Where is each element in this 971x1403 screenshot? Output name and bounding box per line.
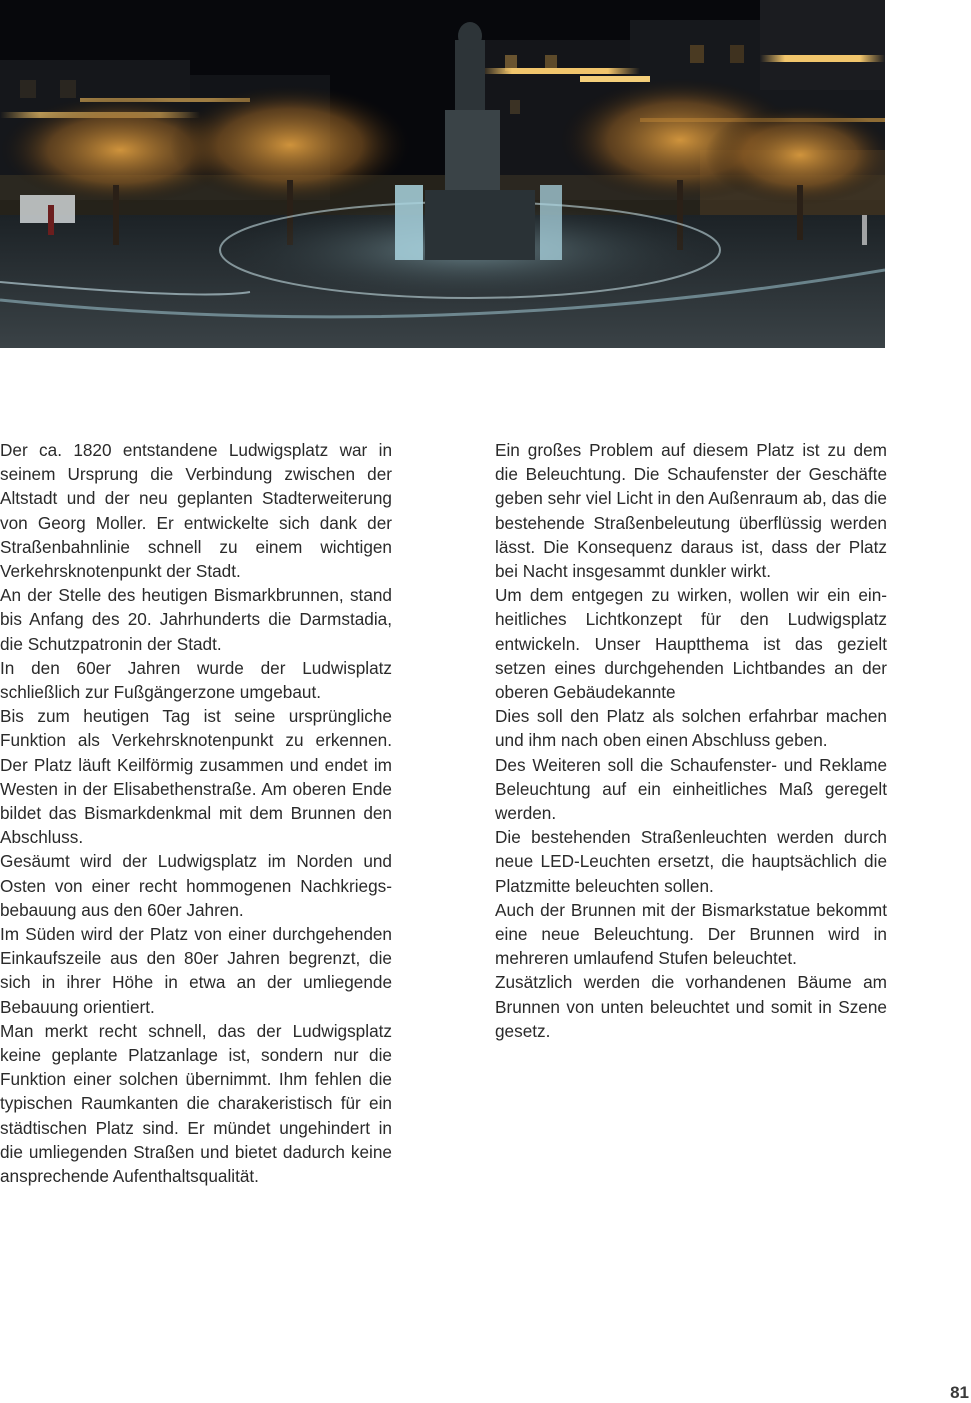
paragraph: An der Stelle des heutigen Bismarkbrunnen, stand bis Anfang des 20. Jahrhunderts die Darmstadia, die Schutzpatronin der Stadt.: [0, 585, 392, 654]
paragraph: Um dem entgegen zu wirken, wollen wir ein einheitliches Lichtkonzept für den Ludwigsplatz entwickeln. Unser Hauptthema ist das gezielt setzen eines durchgehenden Lichtbandes an der oberen Gebäudekannte: [495, 585, 887, 703]
paragraph: In den 60er Jahren wurde der Ludwisplatz schließlich zur Fußgängerzone umgebaut.: [0, 657, 392, 703]
paragraph: Bis zum heutigen Tag ist seine ursprüngliche Funktion als Verkehrsknotenpunkt zu erkennen. Der Platz läuft Keilförmig zusammen und endet im Westen in der Elisabethenstraße. Am oberen Ende bildet das Bismarkdenkmal mit dem Brunnen den Abschluss.: [0, 706, 392, 848]
article-right-column: [495, 438, 887, 1043]
paragraph: Des Weiteren soll die Schaufenster- und Reklame Beleuchtung auf ein einheitliches Maß geregelt werden.: [495, 754, 887, 824]
paragraph: Ein großes Problem auf diesem Platz ist zu dem die Beleuchtung. Die Schaufenster der Geschäfte geben sehr viel Licht in den Außenraum ab, das die bestehende Straßenbeleutung überflüssig werden lässt. Die Konsequenz daraus ist, dass der Platz bei Nacht insgesammt dunkler wirkt.: [495, 440, 887, 582]
page-number: 81: [950, 1383, 969, 1402]
paragraph: Die bestehenden Straßenleuchten werden durch neue LED-Leuchten ersetzt, die hauptsächlich die Platzmitte beleuchten sollen.: [495, 827, 887, 896]
hero-night-rendering: [0, 0, 885, 348]
paragraph: Der ca. 1820 entstandene Ludwigsplatz war in seinem Ursprung die Verbindung zwischen der Altstadt und der neu geplanten Stadterweiterung von Georg Moller. Er entwickelte sich dank der Straßenbahnlinie schnell zu einem wichtigen Verkehrsknotenpunkt der Stadt.: [0, 440, 392, 582]
hero-illustration: [0, 0, 885, 348]
article-left-column: [0, 438, 392, 1188]
paragraph: Im Süden wird der Platz von einer durchgehenden Einkaufszeile aus den 80er Jahren begrenzt, die sich in ihrer Höhe in etwa an der umliegende Bebauung orientiert.: [0, 924, 392, 1017]
paragraph: Auch der Brunnen mit der Bismarkstatue bekommt eine neue Beleuchtung. Der Brunnen wird in mehreren umlaufend Stufen beleuchtet.: [495, 899, 887, 969]
paragraph: Man merkt recht schnell, das der Ludwigsplatz keine geplante Platzanlage ist, sondern nur die Funktion einer solchen übernimmt. Ihm fehlen die typischen Raumkanten die charakeristisch für ein städtischen Platz sind. Er mündet ungehindert in die umliegenden Straßen und bietet dadurch keine ansprechende Aufenthaltsqualität.: [0, 1020, 392, 1187]
paragraph: Gesäumt wird der Ludwigsplatz im Norden und Osten von einer recht hommogenen Nachkriegsbebauung aus den 60er Jahren.: [0, 851, 392, 920]
paragraph: Dies soll den Platz als solchen erfahrbar machen und ihm nach oben einen Abschluss geben.: [495, 706, 887, 751]
paragraph: Zusätzlich werden die vorhandenen Bäume am Brunnen von unten beleuchtet und somit in Szene gesetz.: [495, 972, 887, 1041]
